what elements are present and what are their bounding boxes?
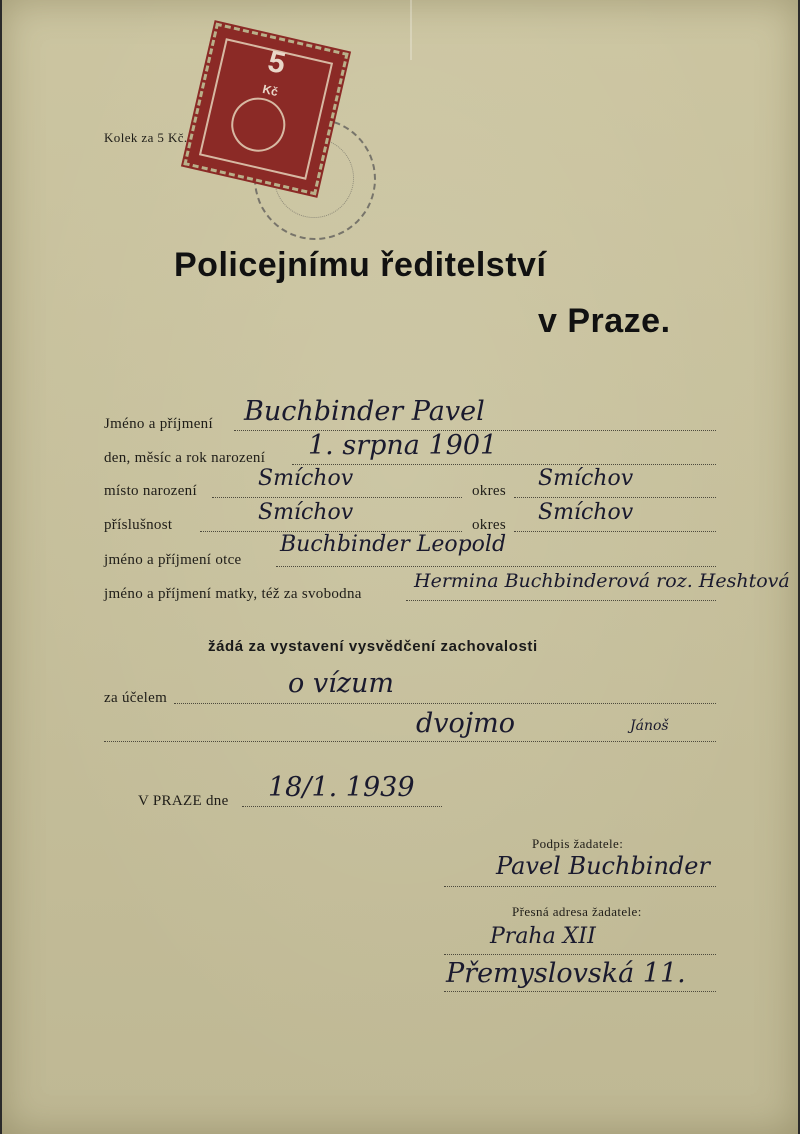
- name-value: Buchbinder Pavel: [244, 396, 485, 427]
- date-value: 18/1. 1939: [268, 772, 415, 803]
- paper-fold-mark: [410, 0, 412, 60]
- domicile-district-label: okres: [472, 517, 506, 533]
- purpose-line-1: [174, 703, 716, 704]
- birthdate-value: 1. srpna 1901: [308, 430, 498, 461]
- father-line: [276, 566, 716, 567]
- domicile-label: příslušnost: [104, 517, 173, 533]
- birthdate-line: [292, 464, 716, 465]
- purpose-label: za účelem: [104, 690, 168, 706]
- heading-line-2: v Praze.: [538, 302, 671, 340]
- purpose-line-2: [104, 741, 716, 742]
- date-label: V PRAZE dne: [138, 793, 229, 809]
- signature-line: [444, 886, 716, 887]
- birthdate-label: den, měsíc a rok narození: [104, 450, 266, 466]
- domicile-district-value: Smíchov: [538, 500, 634, 525]
- application-form-sheet: [2, 0, 798, 1134]
- father-value: Buchbinder Leopold: [280, 532, 507, 557]
- date-line: [242, 806, 442, 807]
- domicile-district-line: [514, 531, 716, 532]
- birthplace-district-label: okres: [472, 483, 506, 499]
- mother-value: Hermina Buchbinderová roz. Heshtová: [414, 570, 790, 592]
- address-line-1: [444, 954, 716, 955]
- mother-label: jméno a příjmení matky, též za svobodna: [104, 586, 362, 602]
- purpose-value-2: dvojmo: [416, 708, 516, 739]
- birthplace-district-value: Smíchov: [538, 466, 634, 491]
- name-label: Jméno a příjmení: [104, 416, 213, 432]
- birthplace-value: Smíchov: [258, 466, 354, 491]
- request-statement: žádá za vystavení vysvědčení zachovalosti: [208, 638, 538, 655]
- birthplace-line: [212, 497, 462, 498]
- birthplace-district-line: [514, 497, 716, 498]
- address-value-1: Praha XII: [490, 924, 596, 949]
- address-label: Přesná adresa žadatele:: [512, 904, 642, 919]
- birthplace-label: místo narození: [104, 483, 197, 499]
- applicant-signature: Pavel Buchbinder: [496, 852, 710, 880]
- father-label: jméno a příjmení otce: [104, 552, 242, 568]
- purpose-value-1: o vízum: [288, 668, 394, 699]
- signature-label: Podpis žadatele:: [532, 836, 624, 851]
- revenue-stamp-currency: Kč: [261, 81, 280, 100]
- address-value-2: Přemyslovská 11.: [446, 958, 686, 989]
- domicile-value: Smíchov: [258, 500, 354, 525]
- heading-line-1: Policejnímu ředitelství: [174, 246, 547, 284]
- purpose-margin-note: Jánoš: [630, 718, 669, 734]
- revenue-stamp-value: 5: [264, 44, 289, 81]
- mother-line: [406, 600, 716, 601]
- address-line-2: [444, 991, 716, 992]
- revenue-stamp-label: Kolek za 5 Kč.: [104, 130, 188, 145]
